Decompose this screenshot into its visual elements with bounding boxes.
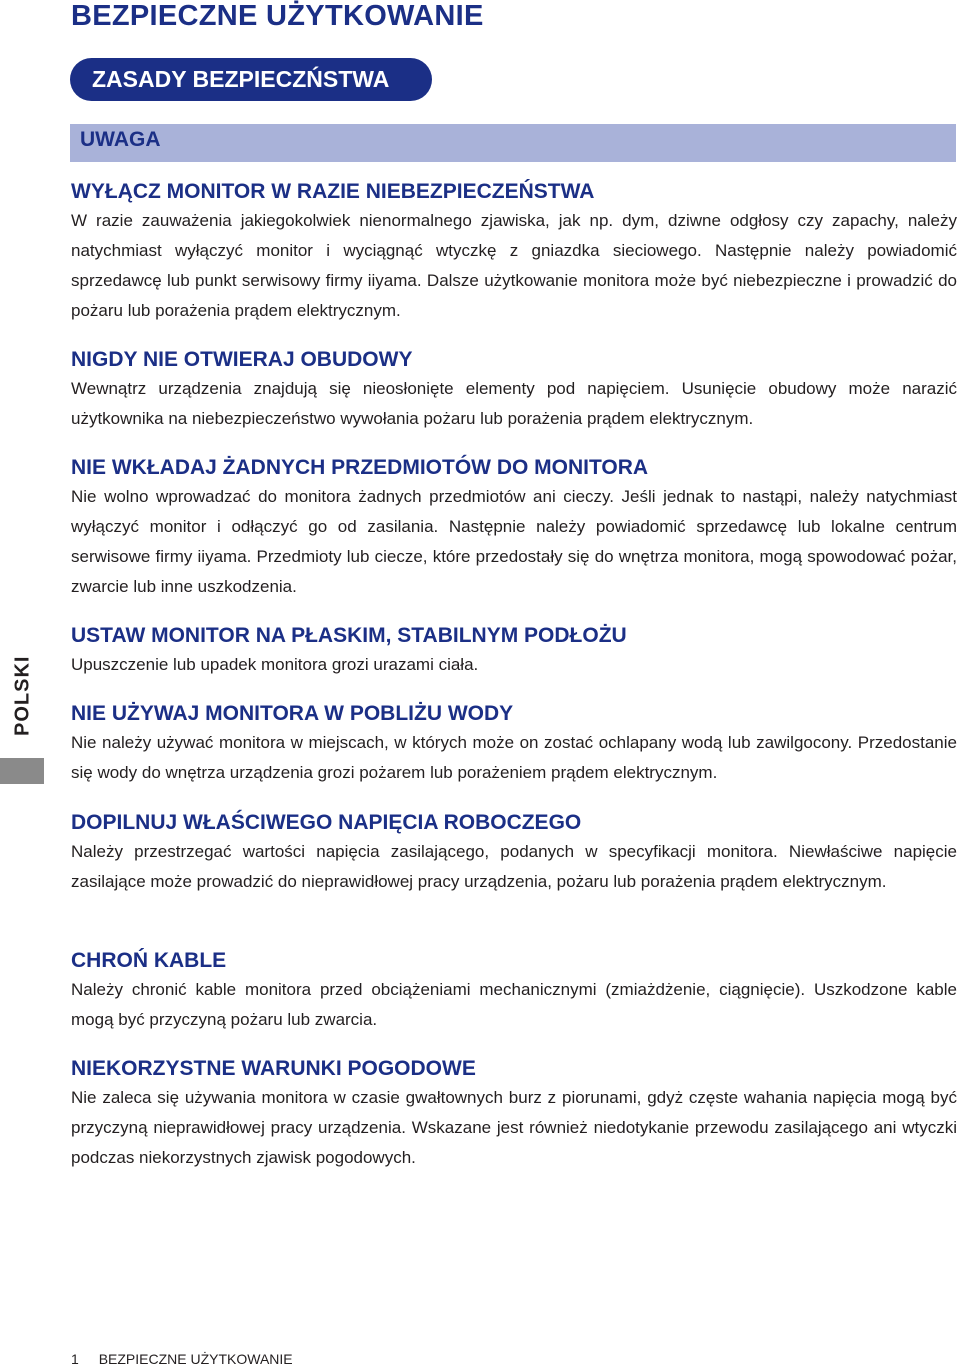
safety-section xyxy=(71,346,957,434)
page-title: BEZPIECZNE UŻYTKOWANIE xyxy=(71,0,484,32)
section-heading: DOPILNUJ WŁAŚCIWEGO NAPIĘCIA ROBOCZEGO xyxy=(71,811,582,834)
section-heading: USTAW MONITOR NA PŁASKIM, STABILNYM PODŁOŻU xyxy=(71,624,627,647)
section-text: W razie zauważenia jakiegokolwiek nienormalnego zjawiska, jak np. dym, dziwne odgłosy czy zapachy, należy natychmiast wyłączyć monitor i wyciągnąć wtyczkę z gniazdka sieciowego. Następnie należy powiadomić sprzedawcę lub punkt serwisowy firmy iiyama. Dalsze użytkowanie monitora może być niebezpieczne i prowadzić do pożaru lub porażenia prądem elektrycznym. xyxy=(71,211,957,320)
footer-label: BEZPIECZNE UŻYTKOWANIE xyxy=(98,1351,293,1367)
section-heading: CHROŃ KABLE xyxy=(71,949,227,972)
section-heading: NIEKORZYSTNE WARUNKI POGODOWE xyxy=(71,1057,476,1080)
section-text: Upuszczenie lub upadek monitora grozi urazami ciała. xyxy=(71,655,479,674)
section-heading: WYŁĄCZ MONITOR W RAZIE NIEBEZPIECZEŃSTWA xyxy=(71,180,595,203)
section-heading: NIE UŻYWAJ MONITORA W POBLIŻU WODY xyxy=(71,702,514,725)
page-number: 1 xyxy=(71,1351,79,1367)
section-text: Nie zaleca się używania monitora w czasie gwałtownych burz z piorunami, gdyż częste wahania napięcia mogą być przyczyną nieprawidłowej pracy urządzenia. Wskazane jest również niedotykanie przewodu zasilającego ani wtyczki podczas niekorzystnych zjawisk pogodowych. xyxy=(71,1088,957,1167)
language-tab-marker xyxy=(0,758,44,784)
section-text: Nie należy używać monitora w miejscach, w których może on zostać ochlapany wodą lub zawilgocony. Przedostanie się wody do wnętrza urządzenia grozi pożarem lub porażeniem prądem elektrycznym. xyxy=(71,733,957,782)
section-text: Wewnątrz urządzenia znajdują się nieosłonięte elementy pod napięciem. Usunięcie obudowy może narazić użytkownika na niebezpieczeństwo wywołania pożaru lub porażenia prądem elektrycznym. xyxy=(71,379,957,428)
safety-section xyxy=(71,700,957,788)
safety-section xyxy=(71,622,957,680)
safety-section xyxy=(71,178,957,326)
page-footer xyxy=(71,1351,293,1367)
section-text: Należy chronić kable monitora przed obciążeniami mechanicznymi (zmiażdżenie, ciągnięcie). Uszkodzone kable mogą być przyczyną pożaru lub zwarcia. xyxy=(71,980,957,1029)
safety-section xyxy=(71,809,957,897)
safety-section xyxy=(71,454,957,602)
section-pill-heading: ZASADY BEZPIECZŃSTWA xyxy=(70,58,432,101)
section-text: Należy przestrzegać wartości napięcia zasilającego, podanych w specyfikacji monitora. Niewłaściwe napięcie zasilające może prowadzić do nieprawidłowej pracy urządzenia, pożaru lub porażenia prądem elektrycznym. xyxy=(71,842,957,891)
safety-section xyxy=(71,947,957,1035)
section-text: Nie wolno wprowadzać do monitora żadnych przedmiotów ani cieczy. Jeśli jednak to nastąpi, należy natychmiast wyłączyć monitor i odłączyć go od zasilania. Następnie należy powiadomić sprzedawcę lub lokalne centrum serwisowe firmy iiyama. Przedmioty lub ciecze, które przedostały się do wnętrza monitora, mogą spowodować pożar, zwarcie lub inne uszkodzenia. xyxy=(71,487,957,596)
section-heading: NIGDY NIE OTWIERAJ OBUDOWY xyxy=(71,348,413,371)
safety-section xyxy=(71,1055,957,1173)
section-heading: NIE WKŁADAJ ŻADNYCH PRZEDMIOTÓW DO MONITORA xyxy=(71,456,649,479)
language-side-tab xyxy=(0,636,44,784)
warning-bar-heading: UWAGA xyxy=(70,124,956,162)
language-label: POLSKI xyxy=(11,655,34,737)
